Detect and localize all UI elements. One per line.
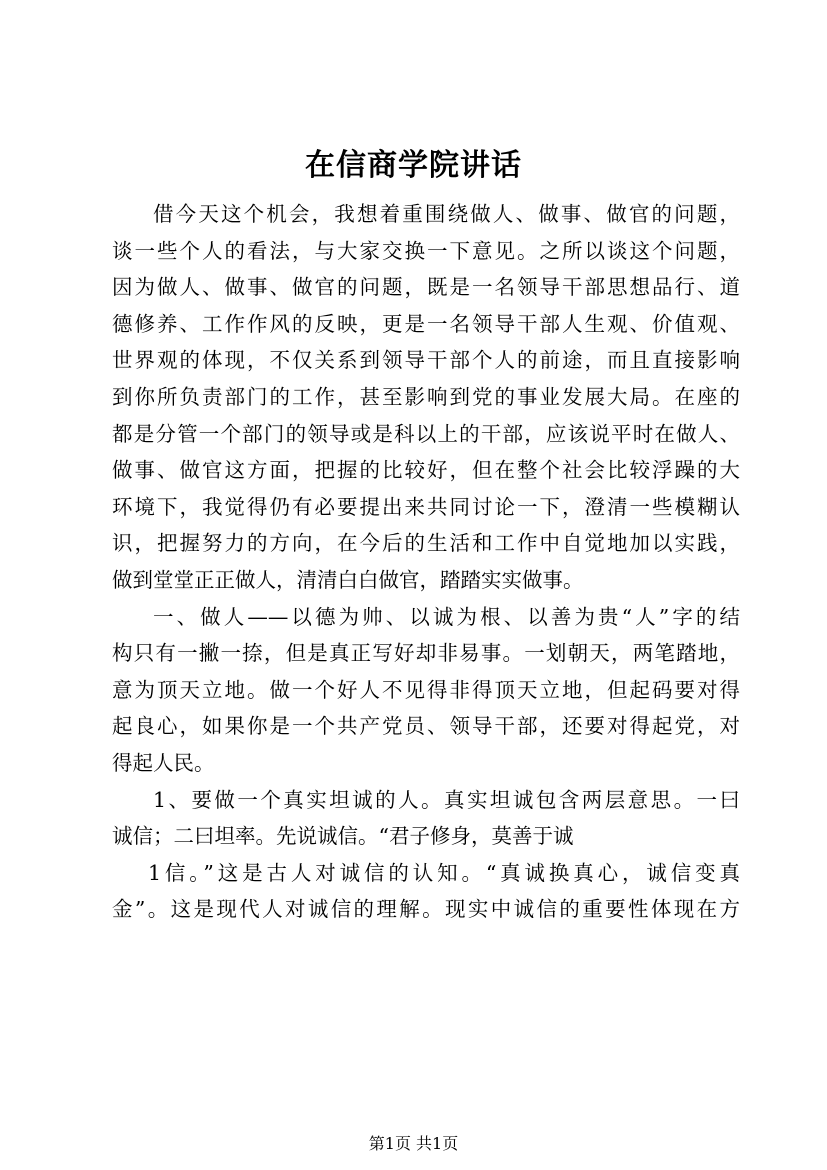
paragraph-line: 环境下，我觉得仍有必要提出来共同讨论一下，澄清一些模糊认	[112, 494, 740, 519]
paragraph-line: 起良心，如果你是一个共产党员、领导干部，还要对得起党，对	[112, 714, 740, 739]
paragraph-line: 金”。这是现代人对诚信的理解。现实中诚信的重要性体现在方	[112, 897, 740, 922]
document-title: 在信商学院讲话	[305, 148, 522, 183]
paragraph-line: 借今天这个机会，我想着重围绕做人、做事、做官的问题，	[153, 202, 740, 226]
document-body	[112, 196, 740, 928]
paragraph-line: 做到堂堂正正做人，清清白白做官，踏踏实实做事。	[112, 567, 584, 592]
paragraph-line: 1信。”这是古人对诚信的认知。“真诚换真心，诚信变真	[148, 860, 740, 885]
paragraph-line: 德修养、工作作风的反映，更是一名领导干部人生观、价值观、	[112, 311, 740, 336]
paragraph-line: 到你所负责部门的工作，甚至影响到党的事业发展大局。在座的	[112, 384, 740, 409]
page-footer: 第1页 共1页	[368, 1134, 459, 1153]
paragraph-line: 意为顶天立地。做一个好人不见得非得顶天立地，但起码要对得	[112, 677, 740, 702]
paragraph-line: 1、要做一个真实坦诚的人。真实坦诚包含两层意思。一曰	[153, 787, 740, 812]
paragraph-line: 做事、做官这方面，把握的比较好，但在整个社会比较浮躁的大	[112, 458, 740, 483]
paragraph-line: 诚信；二曰坦率。先说诚信。“君子修身，莫善于诚	[112, 824, 574, 849]
paragraph-line: 都是分管一个部门的领导或是科以上的干部，应该说平时在做人、	[112, 421, 740, 446]
paragraph-line: 构只有一撇一捺，但是真正写好却非易事。一划朝天，两笔踏地，	[112, 641, 740, 666]
paragraph-line: 因为做人、做事、做官的问题，既是一名领导干部思想品行、道	[112, 275, 740, 300]
paragraph-line: 识，把握努力的方向，在今后的生活和工作中自觉地加以实践，	[112, 531, 740, 556]
paragraph-line: 得起人民。	[112, 750, 215, 775]
paragraph-line: 一、做人——以德为帅、以诚为根、以善为贵“人”字的结	[153, 604, 740, 629]
paragraph-line: 谈一些个人的看法，与大家交换一下意见。之所以谈这个问题，	[112, 238, 740, 263]
paragraph-line: 世界观的体现，不仅关系到领导干部个人的前途，而且直接影响	[112, 348, 740, 373]
